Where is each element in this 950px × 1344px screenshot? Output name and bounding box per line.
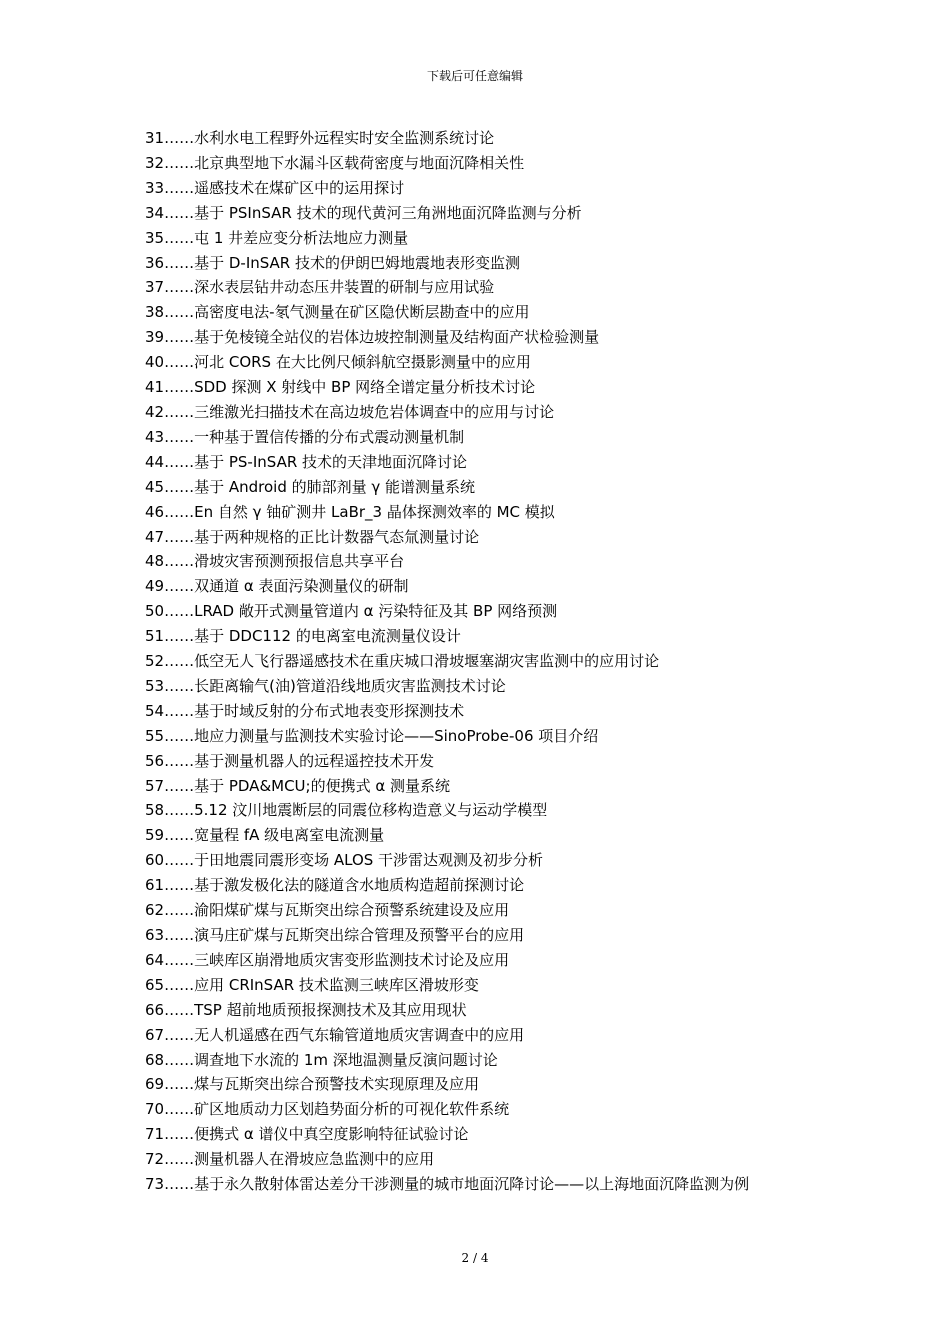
list-item: 38……高密度电法-氡气测量在矿区隐伏断层勘查中的应用 xyxy=(145,303,530,322)
list-item: 55……地应力测量与监测技术实验讨论——SinoProbe-06 项目介绍 xyxy=(145,726,599,745)
list-item: 66……TSP 超前地质预报探测技术及其应用现状 xyxy=(145,1000,467,1019)
list-item: 36……基于 D-InSAR 技术的伊朗巴姆地震地表形变监测 xyxy=(145,253,521,272)
list-item: 50……LRAD 敞开式测量管道内 α 污染特征及其 BP 网络预测 xyxy=(145,602,558,621)
list-item: 40……河北 CORS 在大比例尺倾斜航空摄影测量中的应用 xyxy=(145,353,531,372)
item-list xyxy=(145,126,810,1197)
list-item: 41……SDD 探测 X 射线中 BP 网络全谱定量分析技术讨论 xyxy=(145,378,536,397)
list-item: 58……5.12 汶川地震断层的同震位移构造意义与运动学模型 xyxy=(145,801,548,820)
list-item: 51……基于 DDC112 的电离室电流测量仪设计 xyxy=(145,627,461,646)
list-item: 61……基于激发极化法的隧道含水地质构造超前探测讨论 xyxy=(145,876,525,895)
list-item: 72……测量机器人在滑坡应急监测中的应用 xyxy=(145,1150,435,1169)
list-item: 67……无人机遥感在西气东输管道地质灾害调查中的应用 xyxy=(145,1025,525,1044)
list-item: 44……基于 PS-InSAR 技术的天津地面沉降讨论 xyxy=(145,452,468,471)
list-item: 71……便携式 α 谱仪中真空度影响特征试验讨论 xyxy=(145,1125,469,1144)
list-item: 33……遥感技术在煤矿区中的运用探讨 xyxy=(145,178,405,197)
list-item: 63……演马庄矿煤与瓦斯突出综合管理及预警平台的应用 xyxy=(145,926,525,944)
list-item: 62……渝阳煤矿煤与瓦斯突出综合预警系统建设及应用 xyxy=(145,901,510,920)
list-item: 46……En 自然 γ 铀矿测井 LaBr_3 晶体探测效率的 MC 模拟 xyxy=(145,502,555,521)
list-item: 43……一种基于置信传播的分布式震动测量机制 xyxy=(145,427,465,446)
list-item: 59……宽量程 fA 级电离室电流测量 xyxy=(145,826,385,845)
list-item: 56……基于测量机器人的远程遥控技术开发 xyxy=(145,751,435,770)
list-item: 73……基于永久散射体雷达差分干涉测量的城市地面沉降讨论——以上海地面沉降监测为例 xyxy=(145,1175,750,1194)
list-item: 47……基于两种规格的正比计数器气态氚测量讨论 xyxy=(145,527,480,546)
list-item: 64……三峡库区崩滑地质灾害变形监测技术讨论及应用 xyxy=(145,950,510,969)
list-item: 32……北京典型地下水漏斗区载荷密度与地面沉降相关性 xyxy=(145,153,525,172)
list-item: 49……双通道 α 表面污染测量仪的研制 xyxy=(145,577,409,596)
list-item: 68……调查地下水流的 1m 深地温测量反演问题讨论 xyxy=(145,1050,498,1069)
list-item: 45……基于 Android 的肺部剂量 γ 能谱测量系统 xyxy=(145,477,476,496)
list-item: 42……三维激光扫描技术在高边坡危岩体调查中的应用与讨论 xyxy=(145,402,555,421)
list-item: 60……于田地震同震形变场 ALOS 干涉雷达观测及初步分析 xyxy=(145,851,544,870)
list-item: 35……屯 1 井差应变分析法地应力测量 xyxy=(145,228,409,247)
list-item: 52……低空无人飞行器遥感技术在重庆城口滑坡堰塞湖灾害监测中的应用讨论 xyxy=(145,652,660,671)
list-item: 34……基于 PSInSAR 技术的现代黄河三角洲地面沉降监测与分析 xyxy=(145,203,582,222)
list-item: 57……基于 PDA&MCU;的便携式 α 测量系统 xyxy=(145,776,451,795)
list-item: 31……水利水电工程野外远程实时安全监测系统讨论 xyxy=(145,129,495,147)
list-item: 37……深水表层钻井动态压井装置的研制与应用试验 xyxy=(145,278,495,297)
list-item: 53……长距离输气(油)管道沿线地质灾害监测技术讨论 xyxy=(145,676,506,695)
list-item: 70……矿区地质动力区划趋势面分析的可视化软件系统 xyxy=(145,1100,510,1119)
list-item: 39……基于免棱镜全站仪的岩体边坡控制测量及结构面产状检验测量 xyxy=(145,328,600,347)
list-item: 48……滑坡灾害预测预报信息共享平台 xyxy=(145,552,405,571)
list-item: 54……基于时域反射的分布式地表变形探测技术 xyxy=(145,701,465,720)
list-item: 69……煤与瓦斯突出综合预警技术实现原理及应用 xyxy=(145,1075,480,1094)
page-header: 下载后可任意编辑 xyxy=(426,69,523,83)
list-item: 65……应用 CRInSAR 技术监测三峡库区滑坡形变 xyxy=(145,975,479,994)
page-number: 2 / 4 xyxy=(461,1251,489,1265)
